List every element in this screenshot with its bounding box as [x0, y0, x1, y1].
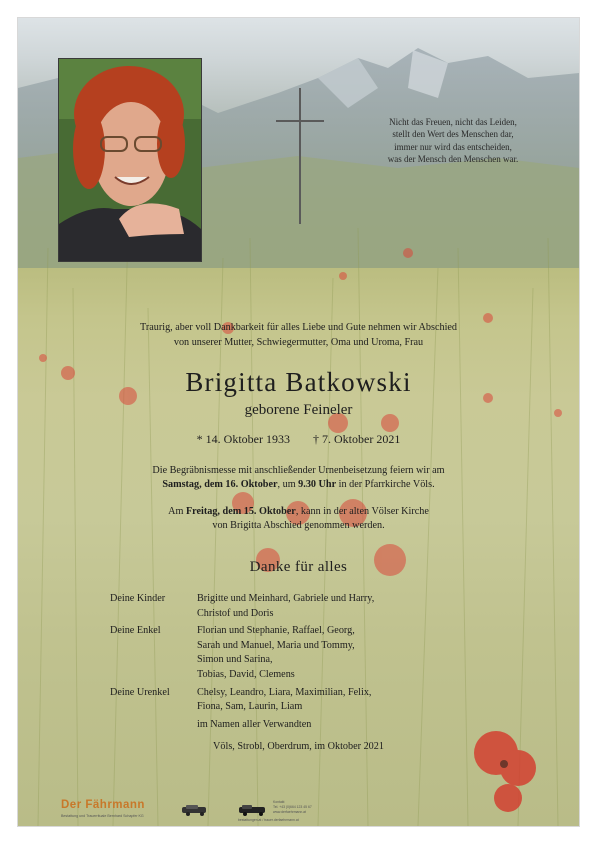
- family-name-line: Simon und Sarina,: [197, 654, 273, 666]
- family-row: [110, 686, 374, 715]
- family-name-line: Tobias, David, Clemens: [197, 668, 295, 680]
- intro-line: von unserer Mutter, Schwiegermutter, Oma und Uroma, Frau: [173, 336, 424, 348]
- mass-text: in der Pfarrkirche Völs.: [336, 479, 435, 491]
- farewell-text: , kann in der alten Völser Kirche: [295, 506, 429, 517]
- farewell-date: Freitag, dem 15. Oktober: [185, 506, 296, 517]
- closing-place-date: Völs, Strobl, Oberdrum, im Oktober 2021: [213, 741, 384, 752]
- contact-web: www.derfaehrmann.at: [273, 810, 306, 814]
- family-name-line: Brigitte und Meinhard, Gabriele und Harry,: [197, 593, 375, 604]
- family-names: [197, 592, 374, 621]
- family-row: [110, 624, 374, 682]
- cross-icon: [276, 88, 324, 224]
- contact-label: Kontakt: [273, 800, 285, 804]
- quote-line: was der Mensch den Menschen war.: [387, 154, 519, 165]
- footer: [58, 798, 358, 824]
- farewell-text: Am: [168, 506, 186, 517]
- quote-line: immer nur wird das entscheiden,: [394, 141, 512, 152]
- birth-name: geborene Feineler: [244, 402, 353, 418]
- mass-line: Die Begräbnismesse mit anschließender Urnenbeisetzung feiern wir am: [152, 465, 445, 476]
- funeral-home-logo: Der Fährmann: [61, 799, 145, 811]
- family-name-line: Sarah und Manuel, Maria und Tommy,: [197, 639, 355, 651]
- quote-line: Nicht das Freuen, nicht das Leiden,: [389, 117, 517, 127]
- intro-text: [18, 321, 579, 350]
- farewell-info: [18, 505, 579, 533]
- mass-date: Samstag, dem 16. Oktober: [162, 479, 278, 491]
- hearse-icon: [180, 803, 210, 817]
- hearse-icon: [238, 803, 268, 817]
- family-names: [197, 624, 355, 682]
- memorial-quote: [353, 116, 553, 166]
- birth-date: * 14. Oktober 1933: [196, 432, 290, 446]
- family-name-line: Christof und Doris: [197, 607, 274, 619]
- family-name-line: Fiona, Sam, Laurin, Liam: [197, 701, 303, 713]
- portrait-photo: [58, 58, 202, 262]
- family-label: Deine Enkel: [110, 625, 161, 637]
- farewell-line: [18, 505, 579, 519]
- family-name-line: Chelsy, Leandro, Liara, Maximilian, Felix,: [197, 686, 372, 698]
- relatives-line: im Namen aller Verwandten: [197, 718, 312, 730]
- mass-time: 9.30 Uhr: [298, 479, 337, 491]
- thanks-heading: Danke für alles: [249, 559, 348, 575]
- death-date: † 7. Oktober 2021: [313, 432, 401, 446]
- family-label: Deine Urenkel: [110, 686, 170, 698]
- mass-line: [18, 478, 579, 492]
- family-names: [197, 686, 371, 715]
- contact-bestattung: bestattungen.at / trauer.derfaehrmann.at: [238, 818, 299, 822]
- family-label: Deine Kinder: [110, 593, 166, 604]
- contact-phone: Tel. +43 (0)664 123 45 67: [273, 805, 312, 809]
- funeral-mass-info: [18, 464, 579, 492]
- family-list: [110, 592, 374, 732]
- family-name-line: Florian und Stephanie, Raffael, Georg,: [197, 625, 355, 637]
- life-dates: [18, 431, 579, 447]
- funeral-home-subtitle: Bestattung und Trauerrituale Bernhard Schapfer KG: [61, 814, 144, 818]
- mass-text: , um: [277, 479, 299, 491]
- obituary-card: [17, 17, 580, 827]
- family-row: [110, 592, 374, 621]
- quote-line: stellt den Wert des Menschen dar,: [392, 129, 514, 140]
- intro-line: Traurig, aber voll Dankbarkeit für alles Liebe und Gute nehmen wir Abschied: [139, 322, 458, 333]
- farewell-line: von Brigitta Abschied genommen werden.: [212, 520, 385, 532]
- deceased-name: Brigitta Batkowski: [185, 367, 412, 397]
